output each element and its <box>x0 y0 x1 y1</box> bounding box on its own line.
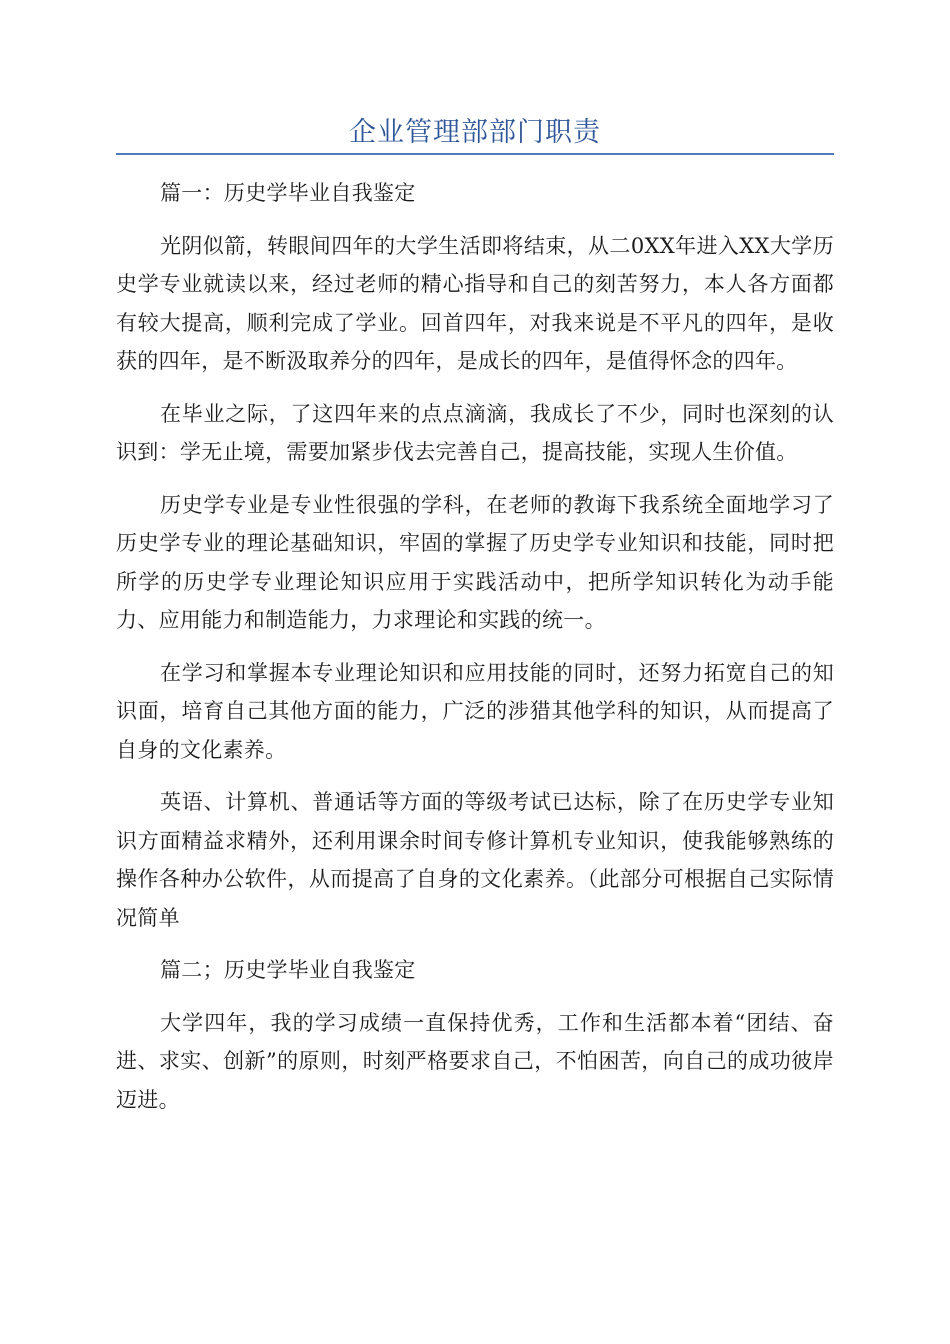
paragraph: 在学习和掌握本专业理论知识和应用技能的同时，还努力拓宽自己的知识面，培育自己其他方面的能力，广泛的涉猎其他学科的知识，从而提高了自身的文化素养。 <box>116 660 834 762</box>
paragraph: 大学四年，我的学习成绩一直保持优秀，工作和生活都本着“团结、奋进、求实、创新”的原则，时刻严格要求自己，不怕困苦，向自己的成功彼岸迈进。 <box>116 1010 834 1112</box>
section-heading-1: 篇一：历史学毕业自我鉴定 <box>160 181 416 205</box>
document-body <box>116 174 834 1133</box>
title-underline <box>116 153 834 155</box>
document-title: 企业管理部部门职责 <box>349 117 601 148</box>
section-heading-2: 篇二；历史学毕业自我鉴定 <box>160 958 416 982</box>
paragraph: 光阴似箭，转眼间四年的大学生活即将结束，从二0XX年进入XX大学历史学专业就读以来，经过老师的精心指导和自己的刻苦努力，本人各方面都有较大提高，顺利完成了学业。回首四年，对我来说是不平凡的四年，是收获的四年，是不断汲取养分的四年，是成长的四年，是值得怀念的四年。 <box>116 233 834 373</box>
paragraph: 在毕业之际，了这四年来的点点滴滴，我成长了不少，同时也深刻的认识到：学无止境，需要加紧步伐去完善自己，提高技能，实现人生价值。 <box>116 401 834 464</box>
paragraph: 英语、计算机、普通话等方面的等级考试已达标，除了在历史学专业知识方面精益求精外，还利用课余时间专修计算机专业知识，使我能够熟练的操作各种办公软件，从而提高了自身的文化素养。（此部分可根据自己实际情况简单 <box>116 790 834 930</box>
paragraph: 历史学专业是专业性很强的学科，在老师的教诲下我系统全面地学习了历史学专业的理论基础知识，牢固的掌握了历史学专业知识和技能，同时把所学的历史学专业理论知识应用于实践活动中，把所学知识转化为动手能力、应用能力和制造能力，力求理论和实践的统一。 <box>116 492 834 632</box>
